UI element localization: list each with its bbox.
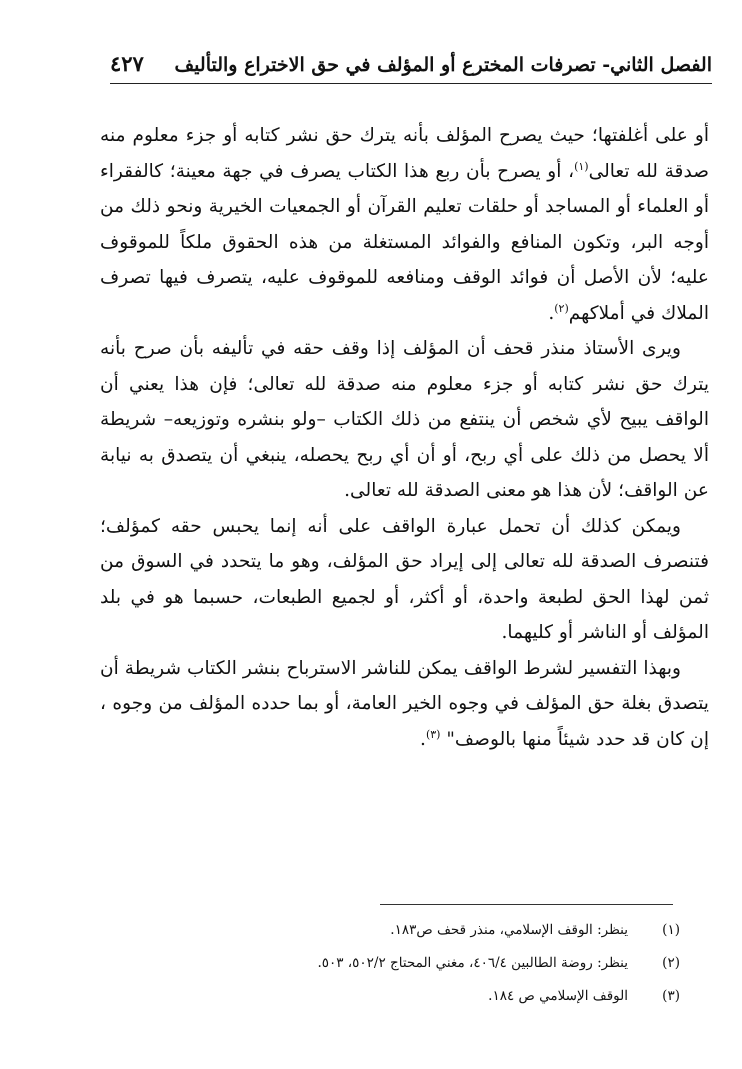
footnote-number: (٢): [662, 955, 680, 971]
chapter-title: الفصل الثاني- تصرفات المخترع أو المؤلف في حق الاختراع والتأليف: [174, 54, 712, 76]
paragraph-text: أو على أغلفتها؛ حيث يصرح المؤلف بأنه يترك حق نشر كتابه أو جزء معلوم منه صدقة لله تعالى: [100, 125, 709, 182]
footnote-number: (١): [662, 922, 680, 938]
footnote-ref-1: (١): [574, 159, 589, 173]
footnote-2: [200, 947, 680, 980]
footnote-1: [200, 914, 680, 947]
footnote-number: (٣): [662, 988, 680, 1004]
header-divider: [110, 83, 712, 84]
footnote-text: الوقف الإسلامي ص ١٨٤.: [488, 988, 628, 1004]
paragraph-4: [100, 651, 709, 758]
page-number: ٤٢٧: [110, 51, 144, 76]
footnote-text: ينظر: الوقف الإسلامي، منذر قحف ص١٨٣.: [390, 922, 628, 938]
footnote-divider: [380, 904, 673, 905]
footnote-3: [200, 980, 680, 1013]
footnotes: [200, 914, 680, 1013]
footnote-ref-3: (٣): [425, 727, 441, 741]
main-text: [100, 118, 709, 757]
paragraph-text: .: [548, 302, 555, 324]
paragraph-2: ويرى الأستاذ منذر قحف أن المؤلف إذا وقف حقه في تأليفه بأن صرح بأنه يترك حق نشر كتابه أو جزء معلوم منه صدقة لله تعالى؛ فإن هذا يعني أن الواقف يبيح لأي شخص أن ينتفع من ذلك الكتاب –ولو بنشره وتوزيعه– شريطة ألا يحصل من ذلك على أي ربح، أو أن أي ربح يحصله، ينبغي أن يتصدق به نيابة عن الواقف؛ لأن هذا هو معنى الصدقة لله تعالى.: [100, 338, 709, 501]
paragraph-text: ، أو يصرح بأن ربع هذا الكتاب يصرف في جهة معينة؛ كالفقراء أو العلماء أو المساجد أو حلقات تعليم القرآن أو الجمعيات الخيرية ونحو ذلك من أوجه البر، وتكون المنافع والفوائد المستغلة من هذه الحقوق ملكاً للموقوف عليه؛ لأن الأصل أن فوائد الوقف ومنافعه للموقوف عليه، يتصرف فيها تصرف الملاك في أملاكهم: [100, 160, 709, 324]
paragraph-text: .: [420, 728, 426, 750]
paragraph-3: ويمكن كذلك أن تحمل عبارة الواقف على أنه إنما يحبس حقه كمؤلف؛ فتنصرف الصدقة لله تعالى إلى إيراد حق المؤلف، وهو ما يتحدد في السوق من ثمن لهذا الحق لطبعة واحدة، أو أكثر، أو لجميع الطبعات، حسبما هو في بلد المؤلف أو الناشر أو كليهما.: [100, 515, 709, 643]
running-header: [110, 38, 712, 82]
paragraph-1: [100, 118, 709, 331]
footnote-text: ينظر: روضة الطالبين ٤٠٦/٤، مغني المحتاج ٥٠٢/٢، ٥٠٣.: [317, 955, 628, 971]
footnote-ref-2: (٢): [554, 301, 569, 315]
paragraph-text: وبهذا التفسير لشرط الواقف يمكن للناشر الاسترباح بنشر الكتاب شريطة أن يتصدق بغلة حق المؤلف في وجوه الخير العامة، أو بما حدده المؤلف من وجوه ، إن كان قد حدد شيئاً منها بالوصف": [100, 657, 709, 750]
